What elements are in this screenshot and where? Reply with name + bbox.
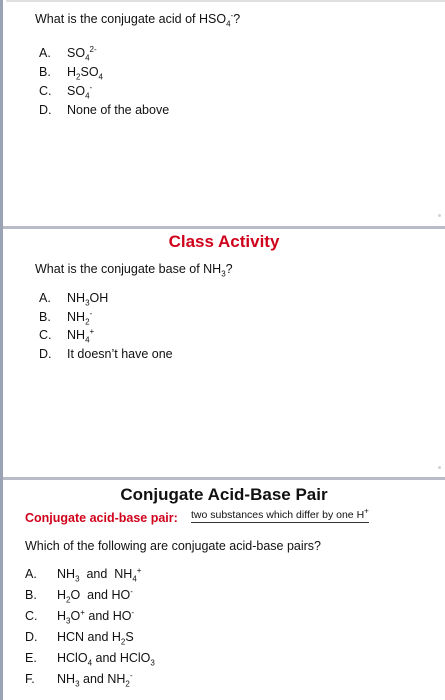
subscript: 3 [66,616,71,626]
option-letter: C. [39,84,52,98]
question-2-suffix: ? [225,262,233,276]
slide-2 [3,230,445,476]
option-3-f [25,670,133,689]
subscript: 4 [132,574,137,584]
option-text-part: SO [80,65,99,79]
subscript: 4 [85,53,90,63]
option-text [57,670,133,689]
option-letter: B. [39,65,51,79]
option-1-c [39,82,93,101]
option-text-part: HCN and H [57,630,121,644]
option-text-part: and HClO [92,651,151,665]
option-2-a [39,291,109,308]
slide-3 [3,481,445,700]
option-letter: A. [39,291,51,305]
option-3-b [25,586,133,605]
option-text-part: NH [67,291,86,305]
option-letter: D. [25,630,38,644]
question-1-suffix: ? [233,12,241,26]
option-text [67,310,92,324]
superscript: - [89,82,93,92]
option-letter: F. [25,672,35,686]
superscript: - [131,607,135,617]
option-text-part: and HO [84,609,132,623]
option-2-c [39,326,95,345]
option-letter: A. [39,46,51,60]
option-text-part: O and HO [70,588,131,602]
definition-body: two substances which differ by one H [191,509,365,521]
option-letter: D. [39,103,52,117]
question-2-sub: 3 [221,269,226,279]
question-3: Which of the following are conjugate acid-base pairs? [25,539,322,553]
superscript: + [80,607,85,617]
option-2-b [39,310,92,324]
option-text-part: and NH [79,672,126,686]
option-3-a [25,565,142,584]
option-text-part: OH [89,291,109,305]
option-text-part: and NH [79,567,133,581]
option-text-part: S [125,630,134,644]
option-text [67,65,103,82]
option-1-a [39,44,97,63]
option-text [57,630,134,647]
option-text-part: It doesn’t have one [67,346,173,361]
option-text [67,103,169,117]
superscript: - [89,308,93,318]
option-text-part: None of the above [67,103,170,117]
subscript: 3 [75,574,80,584]
option-text [67,291,109,308]
option-letter: A. [25,567,37,581]
option-3-c [25,607,135,626]
subscript: 4 [85,335,90,345]
subscript: 2 [120,637,126,647]
option-text [57,565,142,584]
option-text [67,44,97,63]
subscript: 4 [98,72,103,82]
definition-text [191,506,369,523]
slide-1-marker [438,214,441,217]
option-text [67,347,173,361]
option-text-part: H [57,588,67,602]
superscript: - [129,670,133,680]
slide-divider [3,477,445,480]
option-text-part: O [70,609,81,623]
option-text-part: SO [67,46,86,60]
slide-3-title: Conjugate Acid-Base Pair [120,485,328,504]
option-text-part: H [57,609,67,623]
option-letter: C. [25,609,38,623]
subscript: 4 [87,658,93,668]
slide-divider [3,226,445,229]
option-3-d [25,630,134,647]
subscript: 3 [85,298,90,308]
option-text [67,326,95,345]
option-text-part: NH [67,309,86,324]
option-text [57,607,135,626]
option-letter: E. [25,651,37,665]
question-2 [35,262,233,279]
option-text-part: NH [57,672,76,686]
subscript: 2 [76,72,81,82]
superscript: - [130,586,133,596]
option-letter: B. [25,588,37,602]
definition-label: Conjugate acid-base pair: [25,511,178,525]
question-1 [35,10,241,29]
option-1-b [39,65,103,82]
subscript: 2 [85,317,90,326]
question-1-text: What is the conjugate acid of HSO [35,12,227,26]
option-text [57,651,155,668]
option-letter: D. [39,346,52,361]
subscript: 2 [66,595,71,605]
superscript: + [89,326,95,336]
option-1-d [39,103,169,117]
option-text-part: NH [57,567,76,581]
option-text-part: NH [67,328,86,342]
option-text [57,586,133,605]
subscript: 3 [150,658,155,668]
superscript: 2- [89,44,97,54]
option-2-d [39,347,173,361]
superscript: + [136,565,142,575]
subscript: 3 [75,679,80,689]
subscript: 4 [85,91,90,101]
slide-2-marker [438,466,441,469]
slide-1 [3,0,445,226]
option-3-e [25,651,155,668]
option-text-part: SO [67,84,86,98]
option-text-part: HClO [57,651,88,665]
question-1-sub: 4 [226,19,231,29]
slide-1-top-edge [6,0,445,2]
option-letter: B. [39,309,51,324]
subscript: 2 [125,679,130,689]
option-letter: C. [39,328,52,342]
definition-sup: + [364,506,369,516]
question-1-sup: - [230,10,234,20]
option-text [67,82,93,101]
option-text-part: H [67,65,77,79]
question-2-text: What is the conjugate base of NH [35,262,222,276]
slide-2-title: Class Activity [168,232,280,251]
